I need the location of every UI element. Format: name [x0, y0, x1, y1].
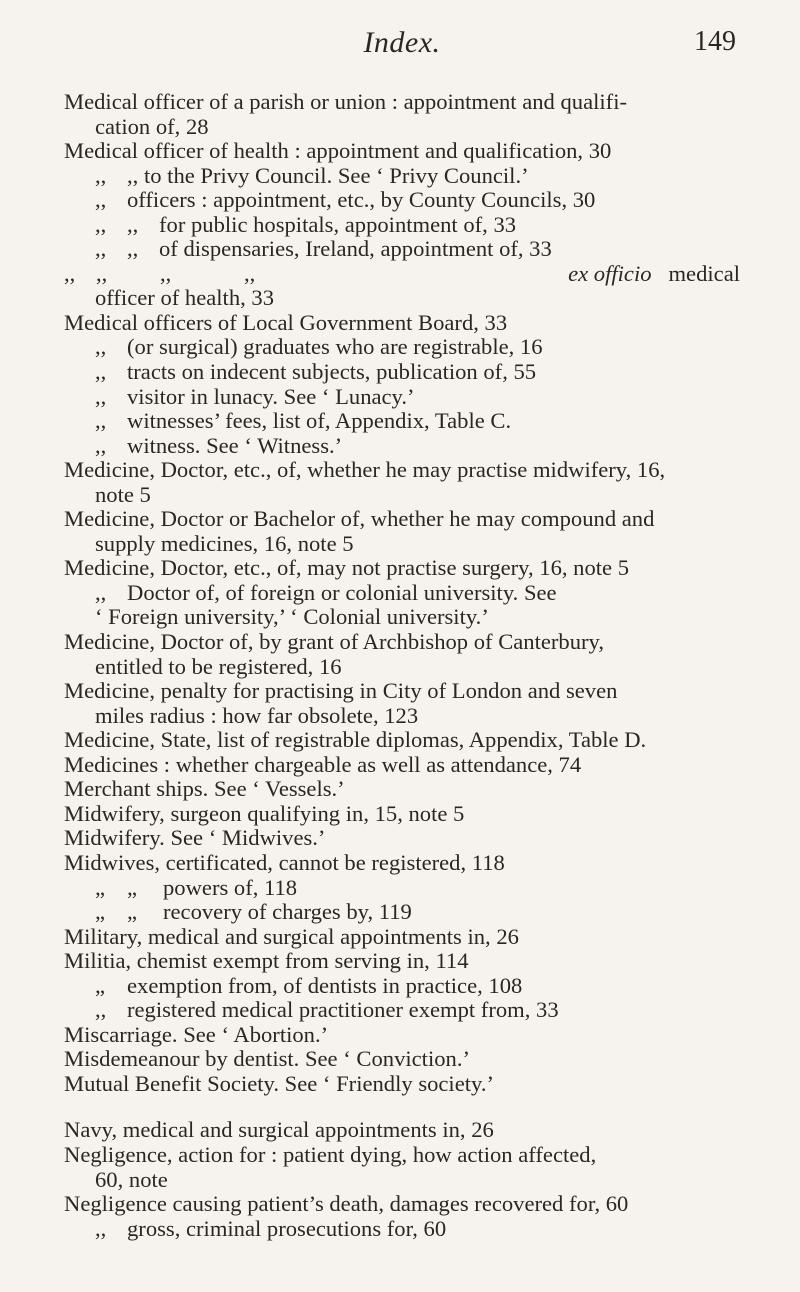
- index-entry: Navy, medical and surgical appointments in, 26: [64, 1117, 494, 1143]
- index-entry: Medicine, Doctor of, by grant of Archbishop of Canterbury,: [64, 629, 605, 655]
- index-subentry: ,, (or surgical) graduates who are registrable, 16: [95, 334, 543, 360]
- index-subentry: ,, registered medical practitioner exempt from, 33: [95, 997, 559, 1023]
- index-entry: Midwives, certificated, cannot be registered, 118: [64, 849, 505, 875]
- index-subentry: ,, ,, for public hospitals, appointment of, 33: [95, 211, 517, 237]
- index-entry-continuation: entitled to be registered, 16: [95, 653, 342, 679]
- page-header: [64, 26, 740, 76]
- index-entry: Militia, chemist exempt from serving in, 114: [64, 948, 469, 974]
- ditto-mark: ,,: [95, 408, 107, 434]
- ditto-mark: „: [95, 899, 106, 925]
- index-entry-continuation: ‘ Foreign university,’ ‘ Colonial university.’: [95, 604, 489, 630]
- ditto-mark: „: [95, 874, 106, 900]
- index-entry: Misdemeanour by dentist. See ‘ Conviction.’: [64, 1046, 470, 1072]
- index-subentry: ,, visitor in lunacy. See ‘ Lunacy.’: [95, 383, 415, 409]
- ditto-mark: ,,: [95, 432, 107, 458]
- ditto-mark: „: [127, 899, 138, 925]
- page-number: 149: [694, 26, 736, 57]
- index-entry: Medicine, Doctor, etc., of, may not practise surgery, 16, note 5: [64, 555, 630, 581]
- index-subentry: ,, ,, of dispensaries, Ireland, appointment of, 33: [95, 236, 552, 262]
- index-entry-continuation: supply medicines, 16, note 5: [95, 530, 354, 556]
- index-entry: Medicine, Doctor or Bachelor of, whether he may compound and: [64, 506, 655, 532]
- ditto-mark: ,,: [95, 162, 107, 188]
- index-subentry: ,, Doctor of, of foreign or colonial university. See: [95, 579, 557, 605]
- ditto-mark: ,,: [95, 383, 107, 409]
- index-subentry: ,, officers : appointment, etc., by County Councils, 30: [95, 187, 596, 213]
- index-entry-continuation: officer of health, 33: [95, 285, 275, 311]
- index-entry: Merchant ships. See ‘ Vessels.’: [64, 776, 345, 802]
- index-entry-continuation: note 5: [95, 481, 151, 507]
- index-subentry: „ „ powers of, 118: [95, 874, 298, 900]
- index-subentry: „ „ recovery of charges by, 119: [95, 899, 412, 925]
- index-entry: Military, medical and surgical appointments in, 26: [64, 923, 519, 949]
- index-subentry: ,, ,, to the Privy Council. See ‘ Privy Council.’: [95, 162, 529, 188]
- index-entry: Miscarriage. See ‘ Abortion.’: [64, 1021, 329, 1047]
- index-entry: Midwifery. See ‘ Midwives.’: [64, 825, 326, 851]
- index-subentry: ,, tracts on indecent subjects, publication of, 55: [95, 359, 537, 385]
- ditto-mark: ,,: [160, 260, 172, 286]
- ditto-mark: ,,: [95, 579, 107, 605]
- index-entry: Medicines : whether chargeable as well as attendance, 74: [64, 751, 582, 777]
- index-entry-continuation: cation of, 28: [95, 113, 209, 139]
- ditto-mark: ,,: [95, 334, 107, 360]
- index-entry: Negligence causing patient’s death, damages recovered for, 60: [64, 1191, 629, 1217]
- index-entry: Medicine, penalty for practising in City of London and seven: [64, 678, 618, 704]
- index-entry: Medicine, State, list of registrable diplomas, Appendix, Table D.: [64, 727, 647, 753]
- index-subentry: ,, witness. See ‘ Witness.’: [95, 432, 343, 458]
- index-entry: Medical officer of health : appointment and qualification, 30: [64, 138, 612, 164]
- section-gap: [64, 1096, 740, 1118]
- ditto-mark: „: [95, 972, 106, 998]
- index-entry-continuation: miles radius : how far obsolete, 123: [95, 702, 419, 728]
- ditto-mark: ,,: [127, 236, 139, 262]
- ditto-mark: ,,: [95, 359, 107, 385]
- ex-officio-phrase: ex officio: [568, 260, 652, 286]
- index-entries: [64, 90, 740, 1241]
- index-entry: Negligence, action for : patient dying, how action affected,: [64, 1141, 597, 1167]
- index-entry: Mutual Benefit Society. See ‘ Friendly society.’: [64, 1070, 495, 1096]
- index-entry: Medical officer of a parish or union : appointment and qualifi-: [64, 89, 628, 114]
- index-entry: Midwifery, surgeon qualifying in, 15, note 5: [64, 800, 465, 826]
- ditto-mark: ,,: [127, 211, 139, 237]
- index-entry: Medical officers of Local Government Board, 33: [64, 309, 508, 335]
- ditto-mark: ,,: [95, 1215, 107, 1241]
- ditto-mark: ,,: [64, 260, 76, 286]
- index-subentry: ,, gross, criminal prosecutions for, 60: [95, 1215, 447, 1241]
- ditto-mark: ,,: [95, 211, 107, 237]
- ditto-mark: ,,: [96, 260, 108, 286]
- ditto-mark: ,,: [95, 236, 107, 262]
- index-subentry: „ exemption from, of dentists in practice, 108: [95, 972, 523, 998]
- ditto-mark: ,,: [95, 187, 107, 213]
- ditto-mark: „: [127, 874, 138, 900]
- index-entry: Medicine, Doctor, etc., of, whether he may practise midwifery, 16,: [64, 457, 666, 483]
- index-subentry: ,, ,, ,, ,, ex officio medical: [64, 260, 740, 286]
- index-subentry: ,, witnesses’ fees, list of, Appendix, Table C.: [95, 408, 512, 434]
- running-title: Index.: [363, 26, 441, 59]
- ditto-mark: ,,: [95, 997, 107, 1023]
- ditto-mark: ,,: [244, 260, 256, 286]
- index-entry-continuation: 60, note: [95, 1166, 168, 1192]
